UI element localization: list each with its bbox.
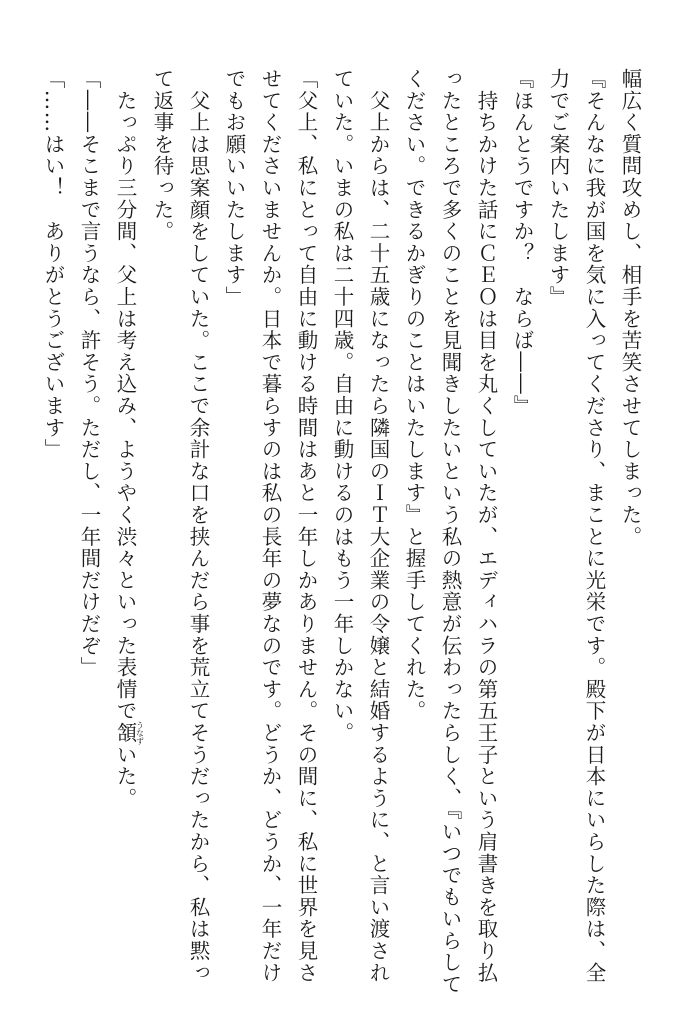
text-line: せてくださいませんか。日本で暮らすのは私の長年の夢なのです。どうか、どうか、一年だけ: [258, 68, 282, 984]
text-line: 父上からは、二十五歳になったら隣国のＩＴ大企業の令嬢と結婚するように、と言い渡され: [366, 68, 390, 984]
text-segment: たっぷり三分間、父上は考え込み、ようやく渋々といった表情で: [113, 68, 137, 722]
text-line-with-ruby: [107, 68, 144, 968]
text-line: ていた。いまの私は二十四歳。自由に動けるのはもう一年しかない。: [330, 68, 354, 744]
text-line: 『ほんとうですか？ ならば――』: [510, 68, 534, 417]
text-line: 『そんなに我が国を気に入ってくださり、まことに光栄です。殿下が日本にいらした際は、全: [582, 68, 606, 984]
text-line: でもお願いいたします」: [222, 68, 246, 308]
ruby-base: 頷: [113, 720, 137, 745]
text-line: 「……はい！ ありがとうございます」: [41, 68, 65, 461]
vertical-text-body: [35, 68, 648, 996]
text-line: ください。できるかぎりのことはいたします』と握手してくれた。: [402, 68, 426, 722]
text-line: て返事を待った。: [150, 68, 174, 243]
text-segment: いた。: [113, 743, 137, 810]
text-line: 幅広く質問攻めし、相手を苦笑させてしまった。: [618, 68, 642, 548]
text-line: 「父上、私にとって自由に動ける時間はあと一年しかありません。その間に、私に世界を見さ: [294, 68, 318, 984]
text-line: 持ちかけた話にＣＥＯは目を丸くしていたが、エディハラの第五王子という肩書きを取り払: [474, 68, 498, 984]
text-line: ったところで多くのことを見聞きしたいという私の熱意が伝わったらしく、『いつでもいらして: [438, 68, 462, 996]
text-line: 父上は思案顔をしていた。ここで余計な口を挟んだら事を荒立てそうだったから、私は黙っ: [186, 68, 210, 984]
ruby-reading: うなず: [135, 720, 145, 745]
text-line: 「――そこまで言うなら、許そう。ただし、一年間だけだぞ」: [77, 68, 101, 679]
text-line: 力でご案内いたします』: [546, 68, 570, 308]
ruby-word: [113, 720, 145, 745]
